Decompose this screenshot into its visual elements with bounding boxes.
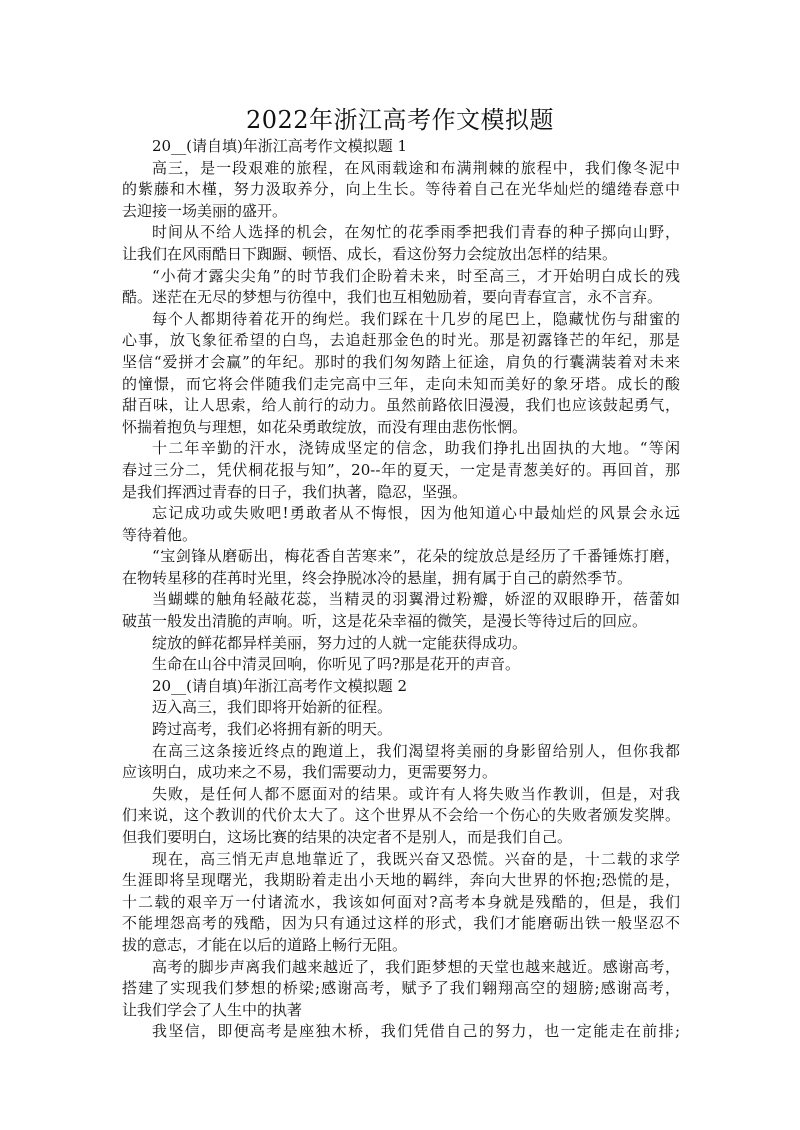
- text-line: 坚信“爱拼才会赢”的年纪。那时的我们匆匆踏上征途，肩负的行囊满装着对未来: [122, 352, 680, 371]
- text-line: 去迎接一场美丽的盛开。: [122, 201, 288, 220]
- text-line: 我坚信，即便高考是座独木桥，我们凭借自己的努力，也一定能走在前排;: [152, 1022, 680, 1041]
- text-line: 每个人都期待着花开的绚烂。我们踩在十几岁的尾巴上，隐藏忧伤与甜蜜的: [152, 309, 680, 328]
- text-line: 当蝴蝶的触角轻敲花蕊，当精灵的羽翼滑过粉瓣，娇涩的双眼睁开，蓓蕾如: [152, 590, 680, 609]
- text-line: 在物转星移的荏苒时光里，终会挣脱冰冷的悬崖，拥有属于自己的蔚然季节。: [122, 568, 633, 587]
- text-line: 十二年辛勤的汗水，浇铸成坚定的信念，助我们挣扎出固执的大地。“等闲: [152, 439, 680, 458]
- text-line: 怀揣着抱负与理想，如花朵勇敢绽放，而没有理由悲伤怅惘。: [122, 417, 528, 436]
- text-line: 破茧一般发出清脆的声响。听，这是花朵幸福的微笑，是漫长等待过后的回应。: [122, 612, 648, 631]
- text-line: 甜百味，让人思索，给人前行的动力。虽然前路依旧漫漫，我们也应该鼓起勇气，: [122, 396, 680, 415]
- text-line: 现在，高三悄无声息地靠近了，我既兴奋又恐慌。兴奋的是，十二载的求学: [152, 849, 680, 868]
- text-line: 20__(请自填)年浙江高考作文模拟题 2: [152, 676, 408, 695]
- text-line: 20__(请自填)年浙江高考作文模拟题 1: [152, 137, 408, 155]
- text-line: 让我们在风雨酷日下踟蹰、顿悟、成长，看这份努力会绽放出怎样的结果。: [122, 244, 618, 263]
- text-line: 迈入高三，我们即将开始新的征程。: [152, 698, 393, 717]
- text-line: 们来说，这个教训的代价太大了。这个世界从不会给一个伤心的失败者颁发奖牌。: [122, 806, 680, 825]
- text-line: 心事，放飞象征希望的白鸟，去追赶那金色的时光。那是初露锋芒的年纪，那是: [122, 331, 680, 350]
- text-line: 在高三这条接近终点的跑道上，我们渴望将美丽的身影留给别人，但你我都: [152, 741, 680, 760]
- text-line: 等待着他。: [122, 525, 198, 544]
- text-line: 生命在山谷中清灵回响，你听见了吗?那是花开的声音。: [152, 655, 521, 674]
- text-line: 不能埋怨高考的残酷，因为只有通过这样的形式，我们才能磨砺出铁一般坚忍不: [122, 914, 680, 933]
- text-line: 高三，是一段艰难的旅程，在风雨载途和布满荆棘的旅程中，我们像冬泥中: [152, 158, 680, 177]
- text-line: 忘记成功或失败吧!勇敢者从不悔恨，因为他知道心中最灿烂的风景会永远: [152, 504, 680, 523]
- text-line: 的憧憬，而它将会伴随我们走完高中三年，走向未知而美好的象牙塔。成长的酸: [122, 374, 680, 393]
- text-line: 但我们要明白，这场比赛的结果的决定者不是别人，而是我们自己。: [122, 828, 573, 846]
- document-title: 2022年浙江高考作文模拟题: [245, 106, 555, 134]
- text-line: 失败，是任何人都不愿面对的结果。或许有人将失败当作教训，但是，对我: [152, 784, 680, 803]
- text-line: 酷。迷茫在无尽的梦想与彷徨中，我们也互相勉励着，要向青春宣言，永不言弃。: [122, 288, 663, 307]
- text-line: 十二载的艰辛万一付诸流水，我该如何面对?高考本身就是残酷的，但是，我们: [122, 892, 680, 911]
- text-line: 拔的意志，才能在以后的道路上畅行无阻。: [122, 935, 408, 954]
- text-line: 时间从不给人选择的机会，在匆忙的花季雨季把我们青春的种子掷向山野，: [152, 223, 680, 242]
- text-line: 应该明白，成功来之不易，我们需要动力，更需要努力。: [122, 763, 498, 782]
- text-line: 让我们学会了人生中的执著: [122, 1000, 303, 1019]
- text-line: “小荷才露尖尖角”的时节我们企盼着未来，时至高三，才开始明白成长的残: [152, 266, 680, 285]
- text-line: 搭建了实现我们梦想的桥梁;感谢高考，赋予了我们翱翔高空的翅膀;感谢高考，: [122, 979, 680, 998]
- text-line: 的紫藤和木槿，努力汲取养分，向上生长。等待着自己在光华灿烂的缱绻春意中: [122, 180, 680, 199]
- text-line: 春过三分二，凭伏桐花报与知”，20--年的夏天，一定是青葱美好的。再回首，那: [122, 460, 680, 479]
- document-body: [122, 136, 680, 1043]
- text-line: 生涯即将呈现曙光，我期盼着走出小天地的羁绊，奔向大世界的怀抱;恐慌的是，: [122, 871, 680, 890]
- text-line: 高考的脚步声离我们越来越近了，我们距梦想的天堂也越来越近。感谢高考，: [152, 957, 680, 976]
- text-line: “宝剑锋从磨砺出，梅花香自苦寒来”，花朵的绽放总是经历了千番锤炼打磨，: [152, 547, 680, 566]
- text-line: 跨过高考，我们必将拥有新的明天。: [152, 720, 393, 739]
- text-line: 绽放的鲜花都异样美丽，努力过的人就一定能获得成功。: [152, 633, 528, 652]
- text-line: 是我们挥洒过青春的日子，我们执著，隐忍，坚强。: [122, 482, 468, 501]
